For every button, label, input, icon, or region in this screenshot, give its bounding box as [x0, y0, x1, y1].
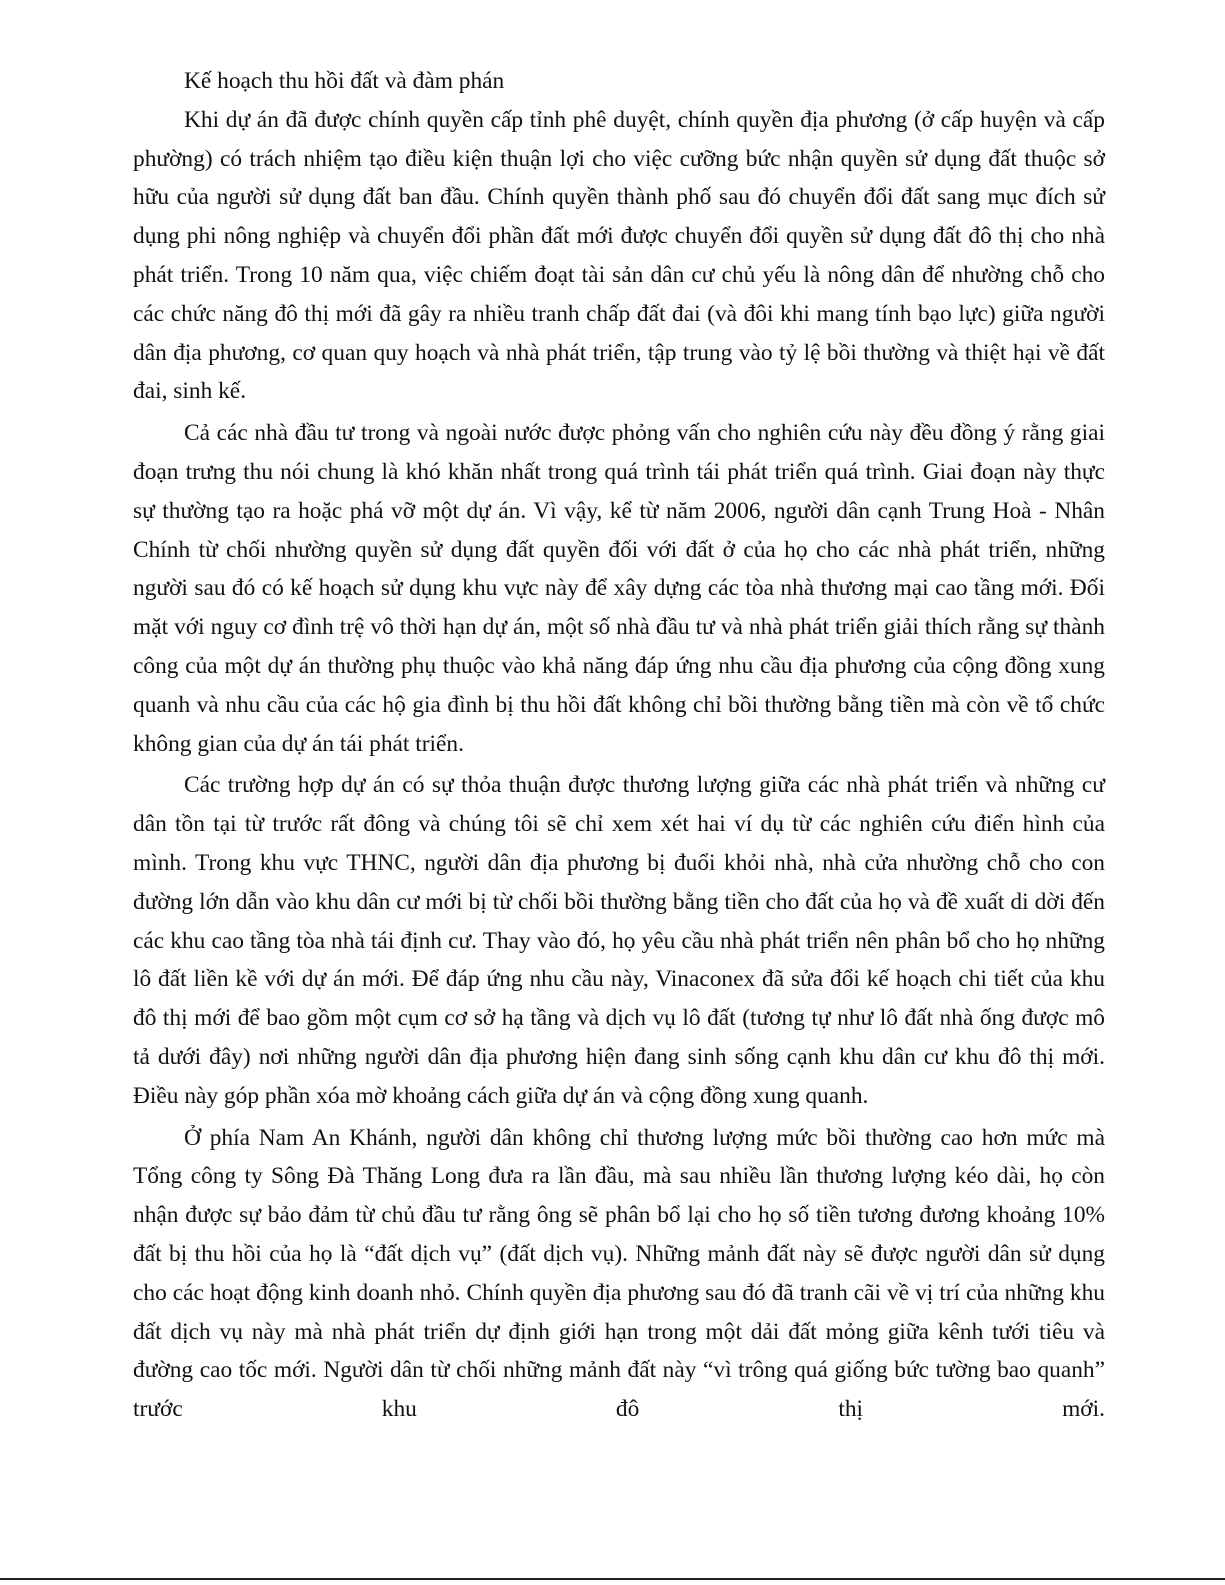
document-page	[133, 62, 1105, 1432]
paragraph-expropriation-stage: Cả các nhà đầu tư trong và ngoài nước được phỏng vấn cho nghiên cứu này đều đồng ý rằng giai đoạn trưng thu nói chung là khó khăn nhất trong quá trình tái phát triển quá trình. Giai đoạn này thực sự thường tạo ra hoặc phá vỡ một dự án. Vì vậy, kể từ năm 2006, người dân cạnh Trung Hoà - Nhân Chính từ chối nhường quyền sử dụng đất quyền đối với đất ở của họ cho các nhà phát triển, những người sau đó có kế hoạch sử dụng khu vực này để xây dựng các tòa nhà thương mại cao tầng mới. Đối mặt với nguy cơ đình trệ vô thời hạn dự án, một số nhà đầu tư và nhà phát triển giải thích rằng sự thành công của một dự án thường phụ thuộc vào khả năng đáp ứng nhu cầu địa phương của cộng đồng xung quanh và nhu cầu của các hộ gia đình bị thu hồi đất không chỉ bồi thường bằng tiền mà còn về tổ chức không gian của dự án tái phát triển.	[133, 420, 1105, 757]
paragraph-negotiated-agreements: Các trường hợp dự án có sự thỏa thuận được thương lượng giữa các nhà phát triển và những cư dân tồn tại từ trước rất đông và chúng tôi sẽ chỉ xem xét hai ví dụ từ các nghiên cứu điển hình của mình. Trong khu vực THNC, người dân địa phương bị đuổi khỏi nhà, nhà cửa nhường chỗ cho con đường lớn dẫn vào khu dân cư mới bị từ chối bồi thường bằng tiền cho đất của họ và đề xuất di dời đến các khu cao tầng tòa nhà tái định cư. Thay vào đó, họ yêu cầu nhà phát triển nên phân bổ cho họ những lô đất liền kề với dự án mới. Để đáp ứng nhu cầu này, Vinaconex đã sửa đổi kế hoạch chi tiết của khu đô thị mới để bao gồm một cụm cơ sở hạ tầng và dịch vụ lô đất (tương tự như lô đất nhà ống được mô tả dưới đây) nơi những người dân địa phương hiện đang sinh sống cạnh khu dân cư khu đô thị mới. Điều này góp phần xóa mờ khoảng cách giữa dự án và cộng đồng xung quanh.	[133, 772, 1105, 1109]
paragraph-nam-an-khanh: Ở phía Nam An Khánh, người dân không chỉ thương lượng mức bồi thường cao hơn mức mà Tổng công ty Sông Đà Thăng Long đưa ra lần đầu, mà sau nhiều lần thương lượng kéo dài, họ còn nhận được sự bảo đảm từ chủ đầu tư rằng ông sẽ phân bổ lại cho họ số tiền tương đương khoảng 10% đất bị thu hồi của họ là “đất dịch vụ” (đất dịch vụ). Những mảnh đất này sẽ được người dân sử dụng cho các hoạt động kinh doanh nhỏ. Chính quyền địa phương sau đó đã tranh cãi về vị trí của những khu đất dịch vụ này mà nhà phát triển dự định giới hạn trong một dải đất mỏng giữa kênh tưới tiêu và đường cao tốc mới. Người dân từ chối những mảnh đất này “vì trông quá giống bức tường bao quanh” trước khu đô thị mới.	[133, 1124, 1105, 1423]
paragraph-land-acquisition: Khi dự án đã được chính quyền cấp tỉnh phê duyệt, chính quyền địa phương (ở cấp huyện và cấp phường) có trách nhiệm tạo điều kiện thuận lợi cho việc cưỡng bức nhận quyền sử dụng đất thuộc sở hữu của người sử dụng đất ban đầu. Chính quyền thành phố sau đó chuyển đổi đất sang mục đích sử dụng phi nông nghiệp và chuyển đổi phần đất mới được chuyển đổi quyền sử dụng đất đô thị cho nhà phát triển. Trong 10 năm qua, việc chiếm đoạt tài sản dân cư chủ yếu là nông dân để nhường chỗ cho các chức năng đô thị mới đã gây ra nhiều tranh chấp đất đai (và đôi khi mang tính bạo lực) giữa người dân địa phương, cơ quan quy hoạch và nhà phát triển, tập trung vào tỷ lệ bồi thường và thiệt hại về đất đai, sinh kế.	[133, 106, 1105, 405]
section-heading: Kế hoạch thu hồi đất và đàm phán	[184, 68, 505, 94]
page-bottom-rule	[0, 1578, 1225, 1580]
